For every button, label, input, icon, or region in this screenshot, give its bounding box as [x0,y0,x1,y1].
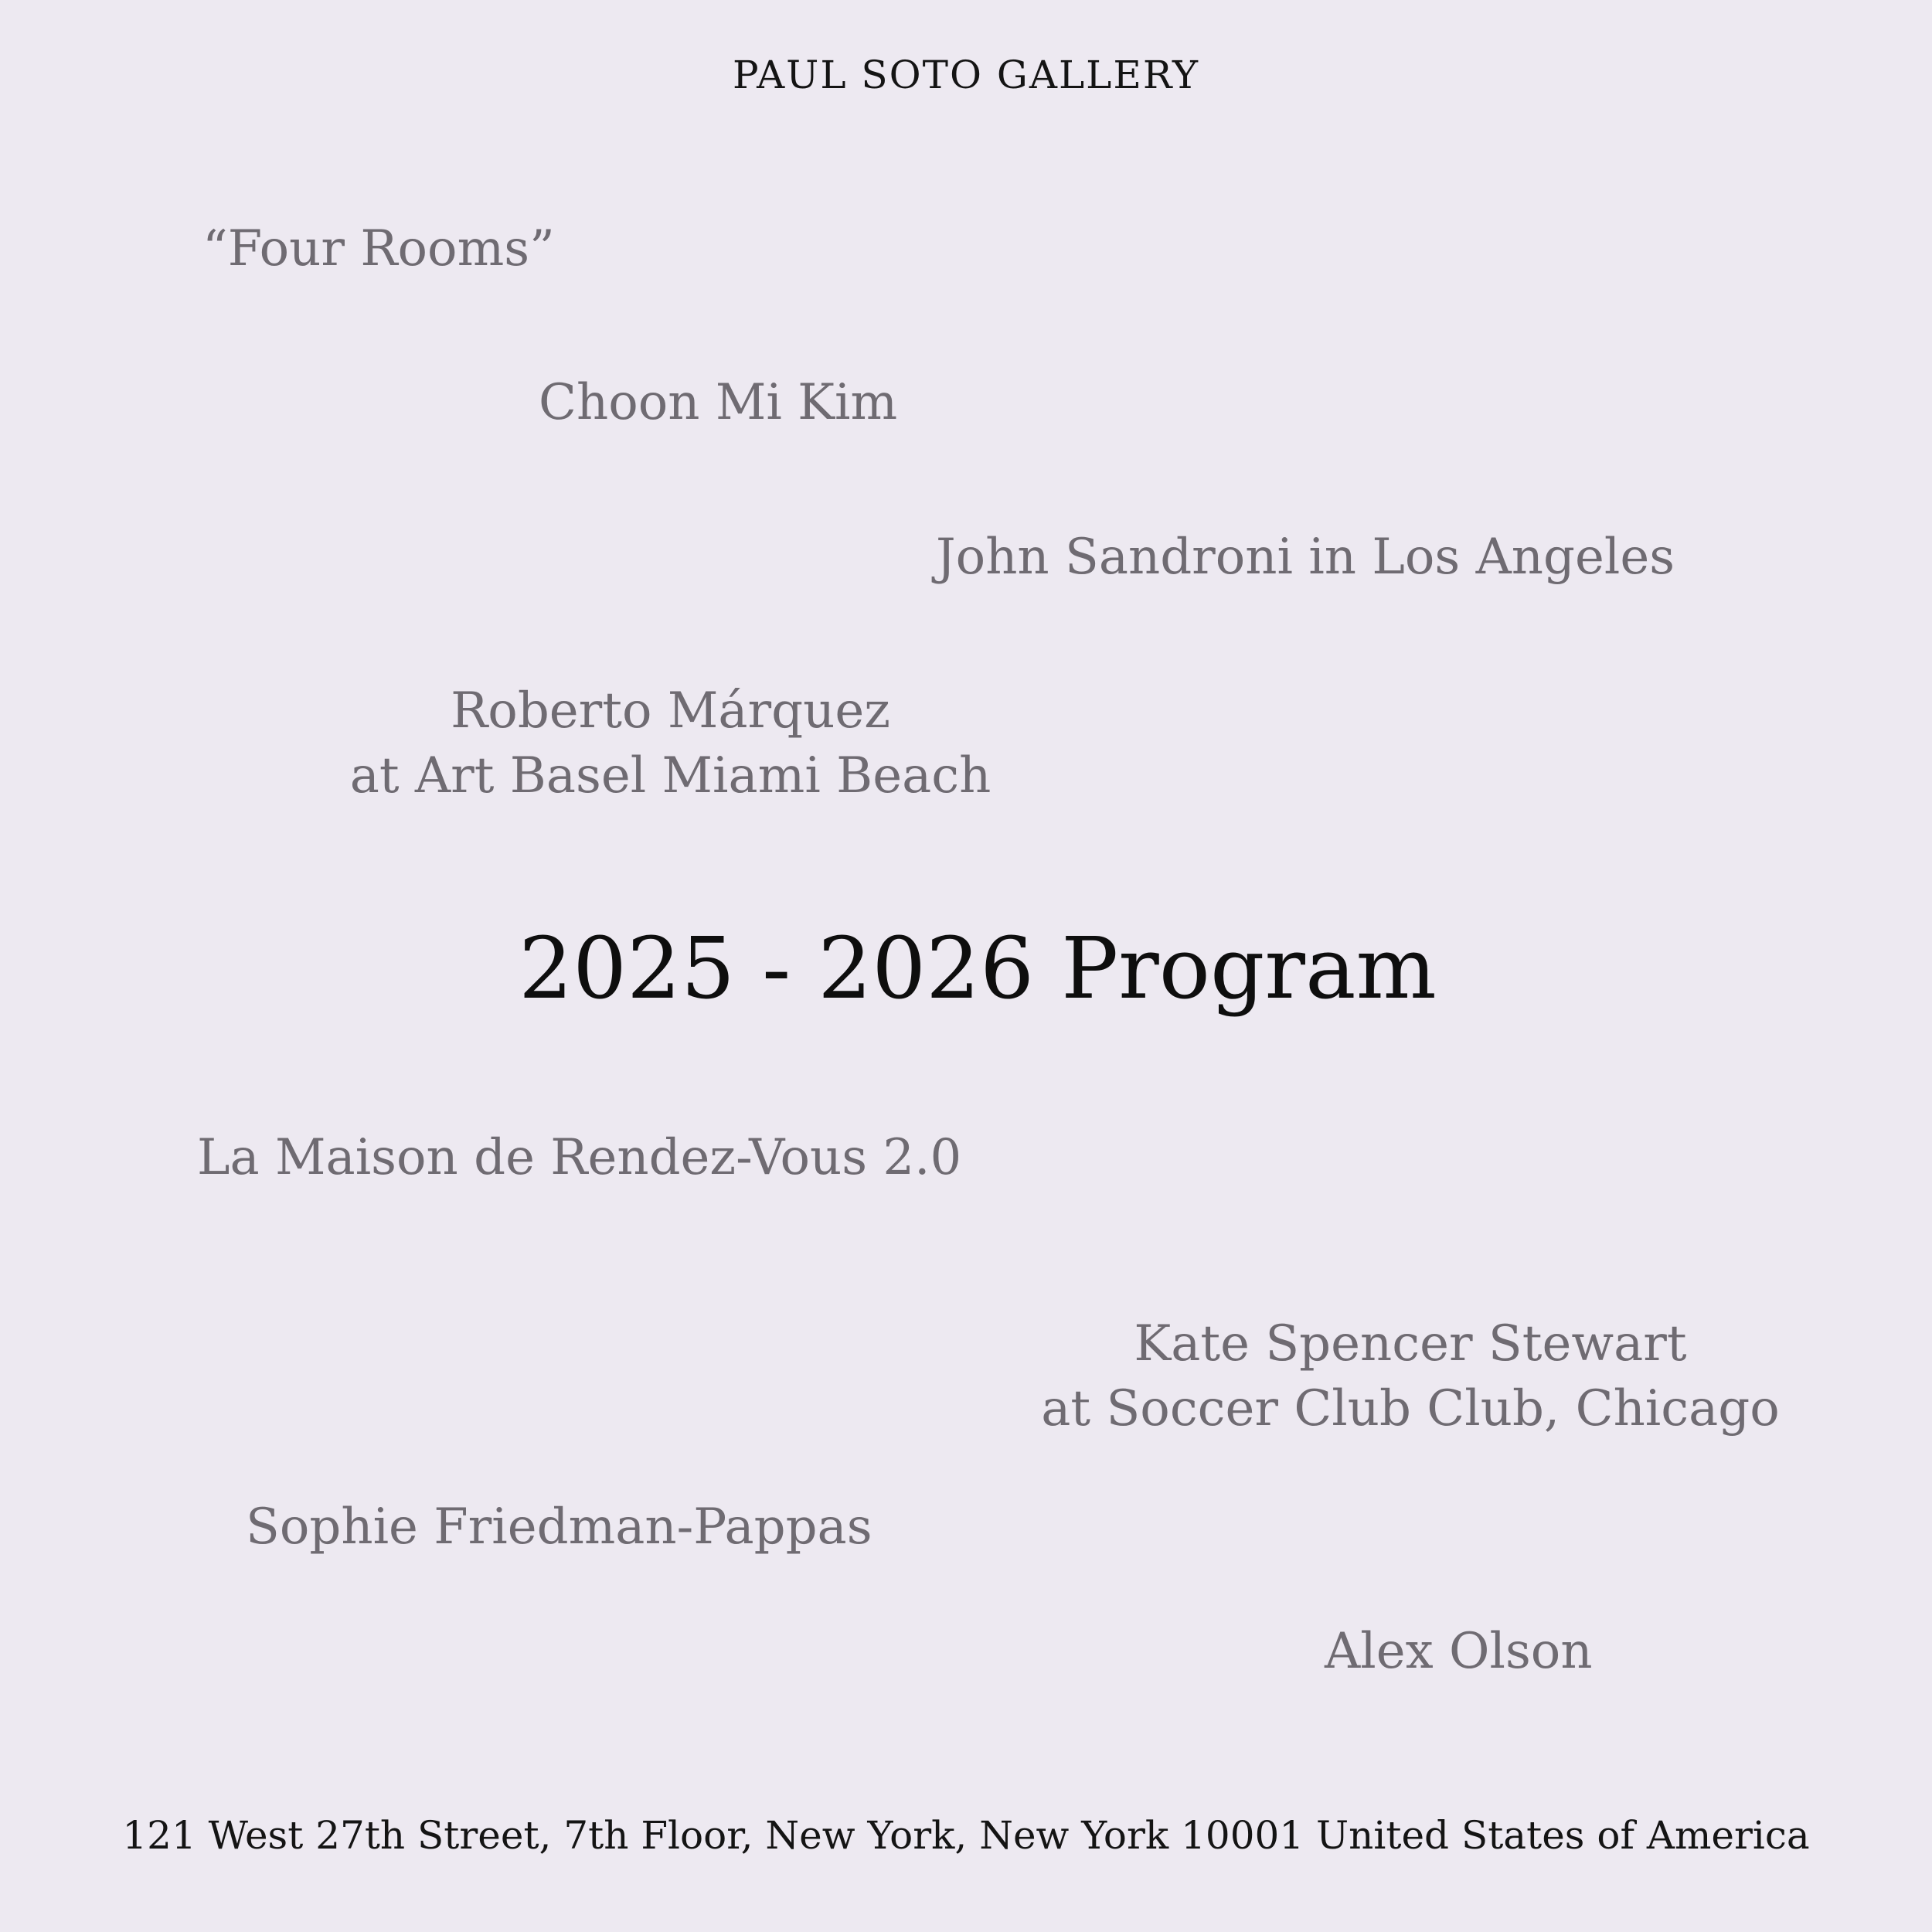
program-item-kate-spencer-stewart [1020,1311,1801,1441]
program-item-alex-olson: Alex Olson [1325,1623,1593,1680]
gallery-name: PAUL SOTO GALLERY [733,53,1199,97]
program-title: 2025 - 2026 Program [519,919,1437,1018]
program-item-roberto-marquez [332,679,1009,808]
program-item-four-rooms: “Four Rooms” [202,220,555,277]
program-item-sophie-friedman-pappas: Sophie Friedman-Pappas [246,1498,872,1556]
program-item-john-sandroni: John Sandroni in Los Angeles [936,529,1675,586]
program-item-la-maison: La Maison de Rendez-Vous 2.0 [197,1129,962,1186]
program-item-choon-mi-kim: Choon Mi Kim [539,374,898,431]
program-item-roberto-marquez-line-1: Roberto Márquez [451,682,890,740]
program-item-roberto-marquez-line-2: at Art Basel Miami Beach [349,747,992,804]
program-item-kate-spencer-stewart-line-2: at Soccer Club Club, Chicago [1041,1380,1780,1437]
gallery-address: 121 West 27th Street, 7th Floor, New York, New York 10001 United States of America [122,1813,1810,1858]
program-item-kate-spencer-stewart-line-1: Kate Spencer Stewart [1134,1315,1687,1372]
